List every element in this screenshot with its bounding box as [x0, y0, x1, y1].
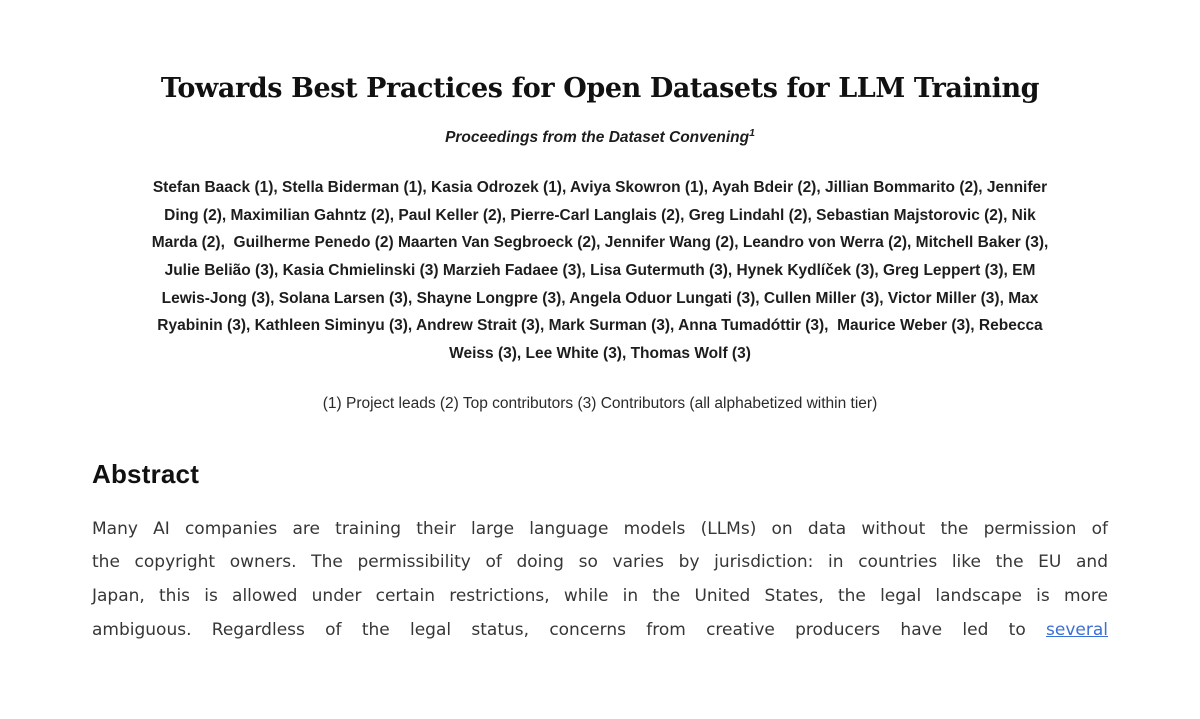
several-link[interactable]: several [1046, 619, 1108, 640]
abstract-line: the copyright owners. The permissibility of doing so varies by jurisdiction: in countries like the EU and [92, 552, 1108, 573]
abstract-line-text: ambiguous. Regardless of the legal status, concerns from creative producers have led to [92, 619, 1026, 640]
paper-title: Towards Best Practices for Open Datasets for LLM Training [160, 73, 1040, 104]
abstract-line: Japan, this is allowed under certain restrictions, while in the United States, the legal landscape is more [92, 586, 1108, 606]
author-line-text: Lewis-Jong (3), Solana Larsen (3), Shayne Longpre (3), Angela Oduor Lungati (3), Cullen Miller (3), Victor Miller (3), Max [161, 289, 1039, 307]
author-line-text: Stefan Baack (1), Stella Biderman (1), Kasia Odrozek (1), Aviya Skowron (1), Ayah Bdeir (2), Jillian Bommarito (2), Jennifer [152, 178, 1048, 196]
author-line-text: Julie Belião (3), Kasia Chmielinski (3) Marzieh Fadaee (3), Lisa Gutermuth (3), Hynek Kydlíček (3), Greg Leppert (3), EM [164, 261, 1036, 279]
author-line-text: Weiss (3), Lee White (3), Thomas Wolf (3) [449, 344, 751, 362]
author-line [92, 257, 1108, 285]
author-line [92, 229, 1108, 257]
author-line-text: Ryabinin (3), Kathleen Siminyu (3), Andrew Strait (3), Mark Surman (3), Anna Tumadóttir (3), Maurice Weber (3), Rebecca [157, 317, 1043, 335]
author-line [92, 312, 1108, 340]
author-line [92, 340, 1108, 368]
contributor-tier-note: (1) Project leads (2) Top contributors (3) Contributors (all alphabetized within tier) [322, 394, 878, 412]
abstract-section [92, 459, 1108, 647]
author-line-text: Marda (2), Guilherme Penedo (2) Maarten Van Segbroeck (2), Jennifer Wang (2), Leandro von Werra (2), Mitchell Baker (3), [151, 234, 1049, 252]
abstract-paragraph [92, 513, 1108, 647]
author-list [92, 174, 1108, 368]
footnote-marker: 1 [749, 126, 755, 139]
paper-subtitle [92, 128, 1108, 148]
paper-page [0, 71, 1200, 719]
author-line [92, 202, 1108, 230]
author-line-text: Ding (2), Maximilian Gahntz (2), Paul Keller (2), Pierre-Carl Langlais (2), Greg Lindahl (2), Sebastian Majstorovic (2), Nik [164, 206, 1036, 224]
author-line [92, 174, 1108, 202]
abstract-heading: Abstract [92, 458, 200, 489]
author-line [92, 285, 1108, 313]
abstract-line [92, 614, 1108, 648]
abstract-line: Many AI companies are training their large language models (LLMs) on data without the permission of [92, 518, 1108, 539]
paper-subtitle-text: Proceedings from the Dataset Convening [445, 129, 750, 146]
